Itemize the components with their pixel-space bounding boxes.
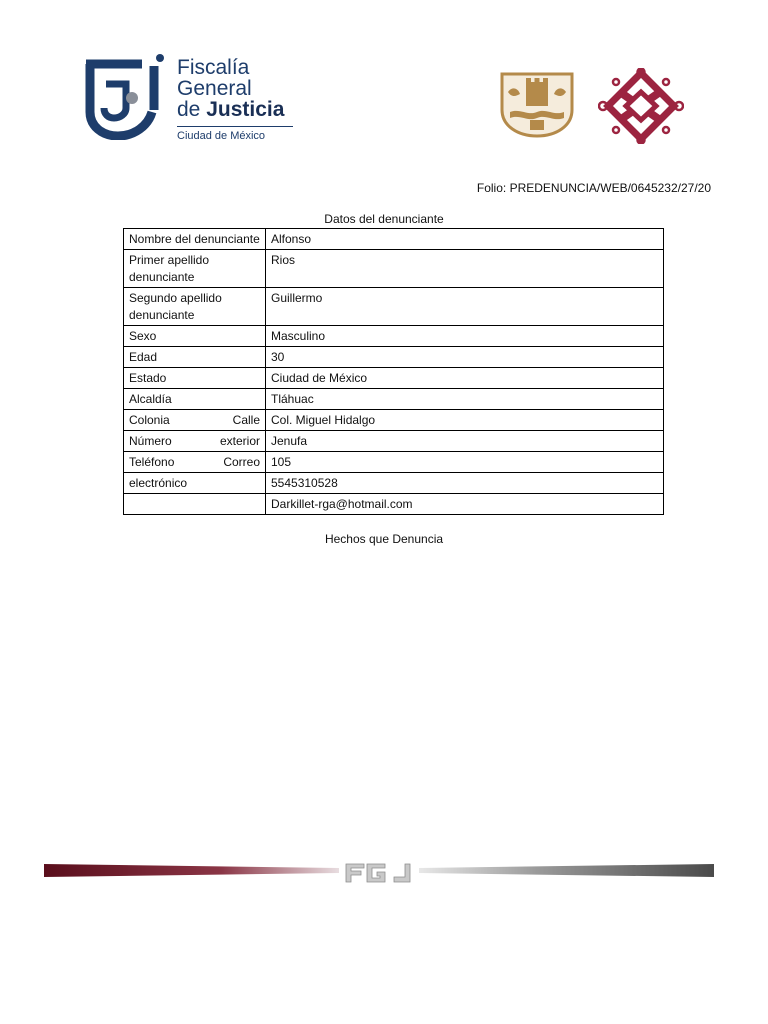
row-value: 105 [266,452,664,473]
table-row [124,431,664,452]
row-label: Nombre del denunciante [124,229,266,250]
row-label: Número exterior [124,431,266,452]
table-row [124,229,664,250]
row-value: Darkillet-rga@hotmail.com [266,494,664,515]
row-label: Segundo apellido denunciante [124,288,266,326]
row-value: Masculino [266,326,664,347]
org-subtitle: Ciudad de México [177,130,266,142]
table-row [124,410,664,431]
org-name-line-1: Fiscalía [177,56,250,79]
org-name-line-3 [177,99,307,120]
org-divider [177,126,293,127]
row-label: Teléfono Correo [124,452,266,473]
row-value: Guillermo [266,288,664,326]
row-value: 30 [266,347,664,368]
table-row [124,288,664,326]
fgj-footer-mark-icon [346,864,410,882]
row-value: 5545310528 [266,473,664,494]
table-row [124,326,664,347]
row-label: Sexo [124,326,266,347]
row-label: electrónico [124,473,266,494]
table-row [124,389,664,410]
row-value: Rios [266,250,664,288]
section-title-datos: Datos del denunciante [324,212,444,226]
fgj-logo [82,52,302,142]
table-row [124,347,664,368]
table-row [124,250,664,288]
row-value: Tláhuac [266,389,664,410]
row-value: Ciudad de México [266,368,664,389]
table-row [124,494,664,515]
row-label: Estado [124,368,266,389]
footer-banner [44,860,714,886]
table-row [124,368,664,389]
table-row [124,473,664,494]
fgj-emblem-icon [82,52,164,140]
section-title-hechos: Hechos que Denuncia [324,532,444,546]
org-name-line-2: General [177,77,252,100]
cdmx-government-logo-icon [598,68,684,144]
row-label: Alcaldía [124,389,266,410]
org-name-justicia: Justicia [206,98,285,121]
document-header [0,0,768,160]
row-value: Alfonso [266,229,664,250]
cdmx-coat-of-arms-icon [500,72,574,138]
row-label: Edad [124,347,266,368]
row-label: Colonia Calle [124,410,266,431]
row-value: Col. Miguel Hidalgo [266,410,664,431]
folio-number: Folio: PREDENUNCIA/WEB/0645232/27/20 [476,181,711,195]
table-row [124,452,664,473]
row-value: Jenufa [266,431,664,452]
row-label: Primer apellido denunciante [124,250,266,288]
row-label [124,494,266,515]
complainant-data-table [123,228,664,515]
org-name-de: de [177,98,201,121]
